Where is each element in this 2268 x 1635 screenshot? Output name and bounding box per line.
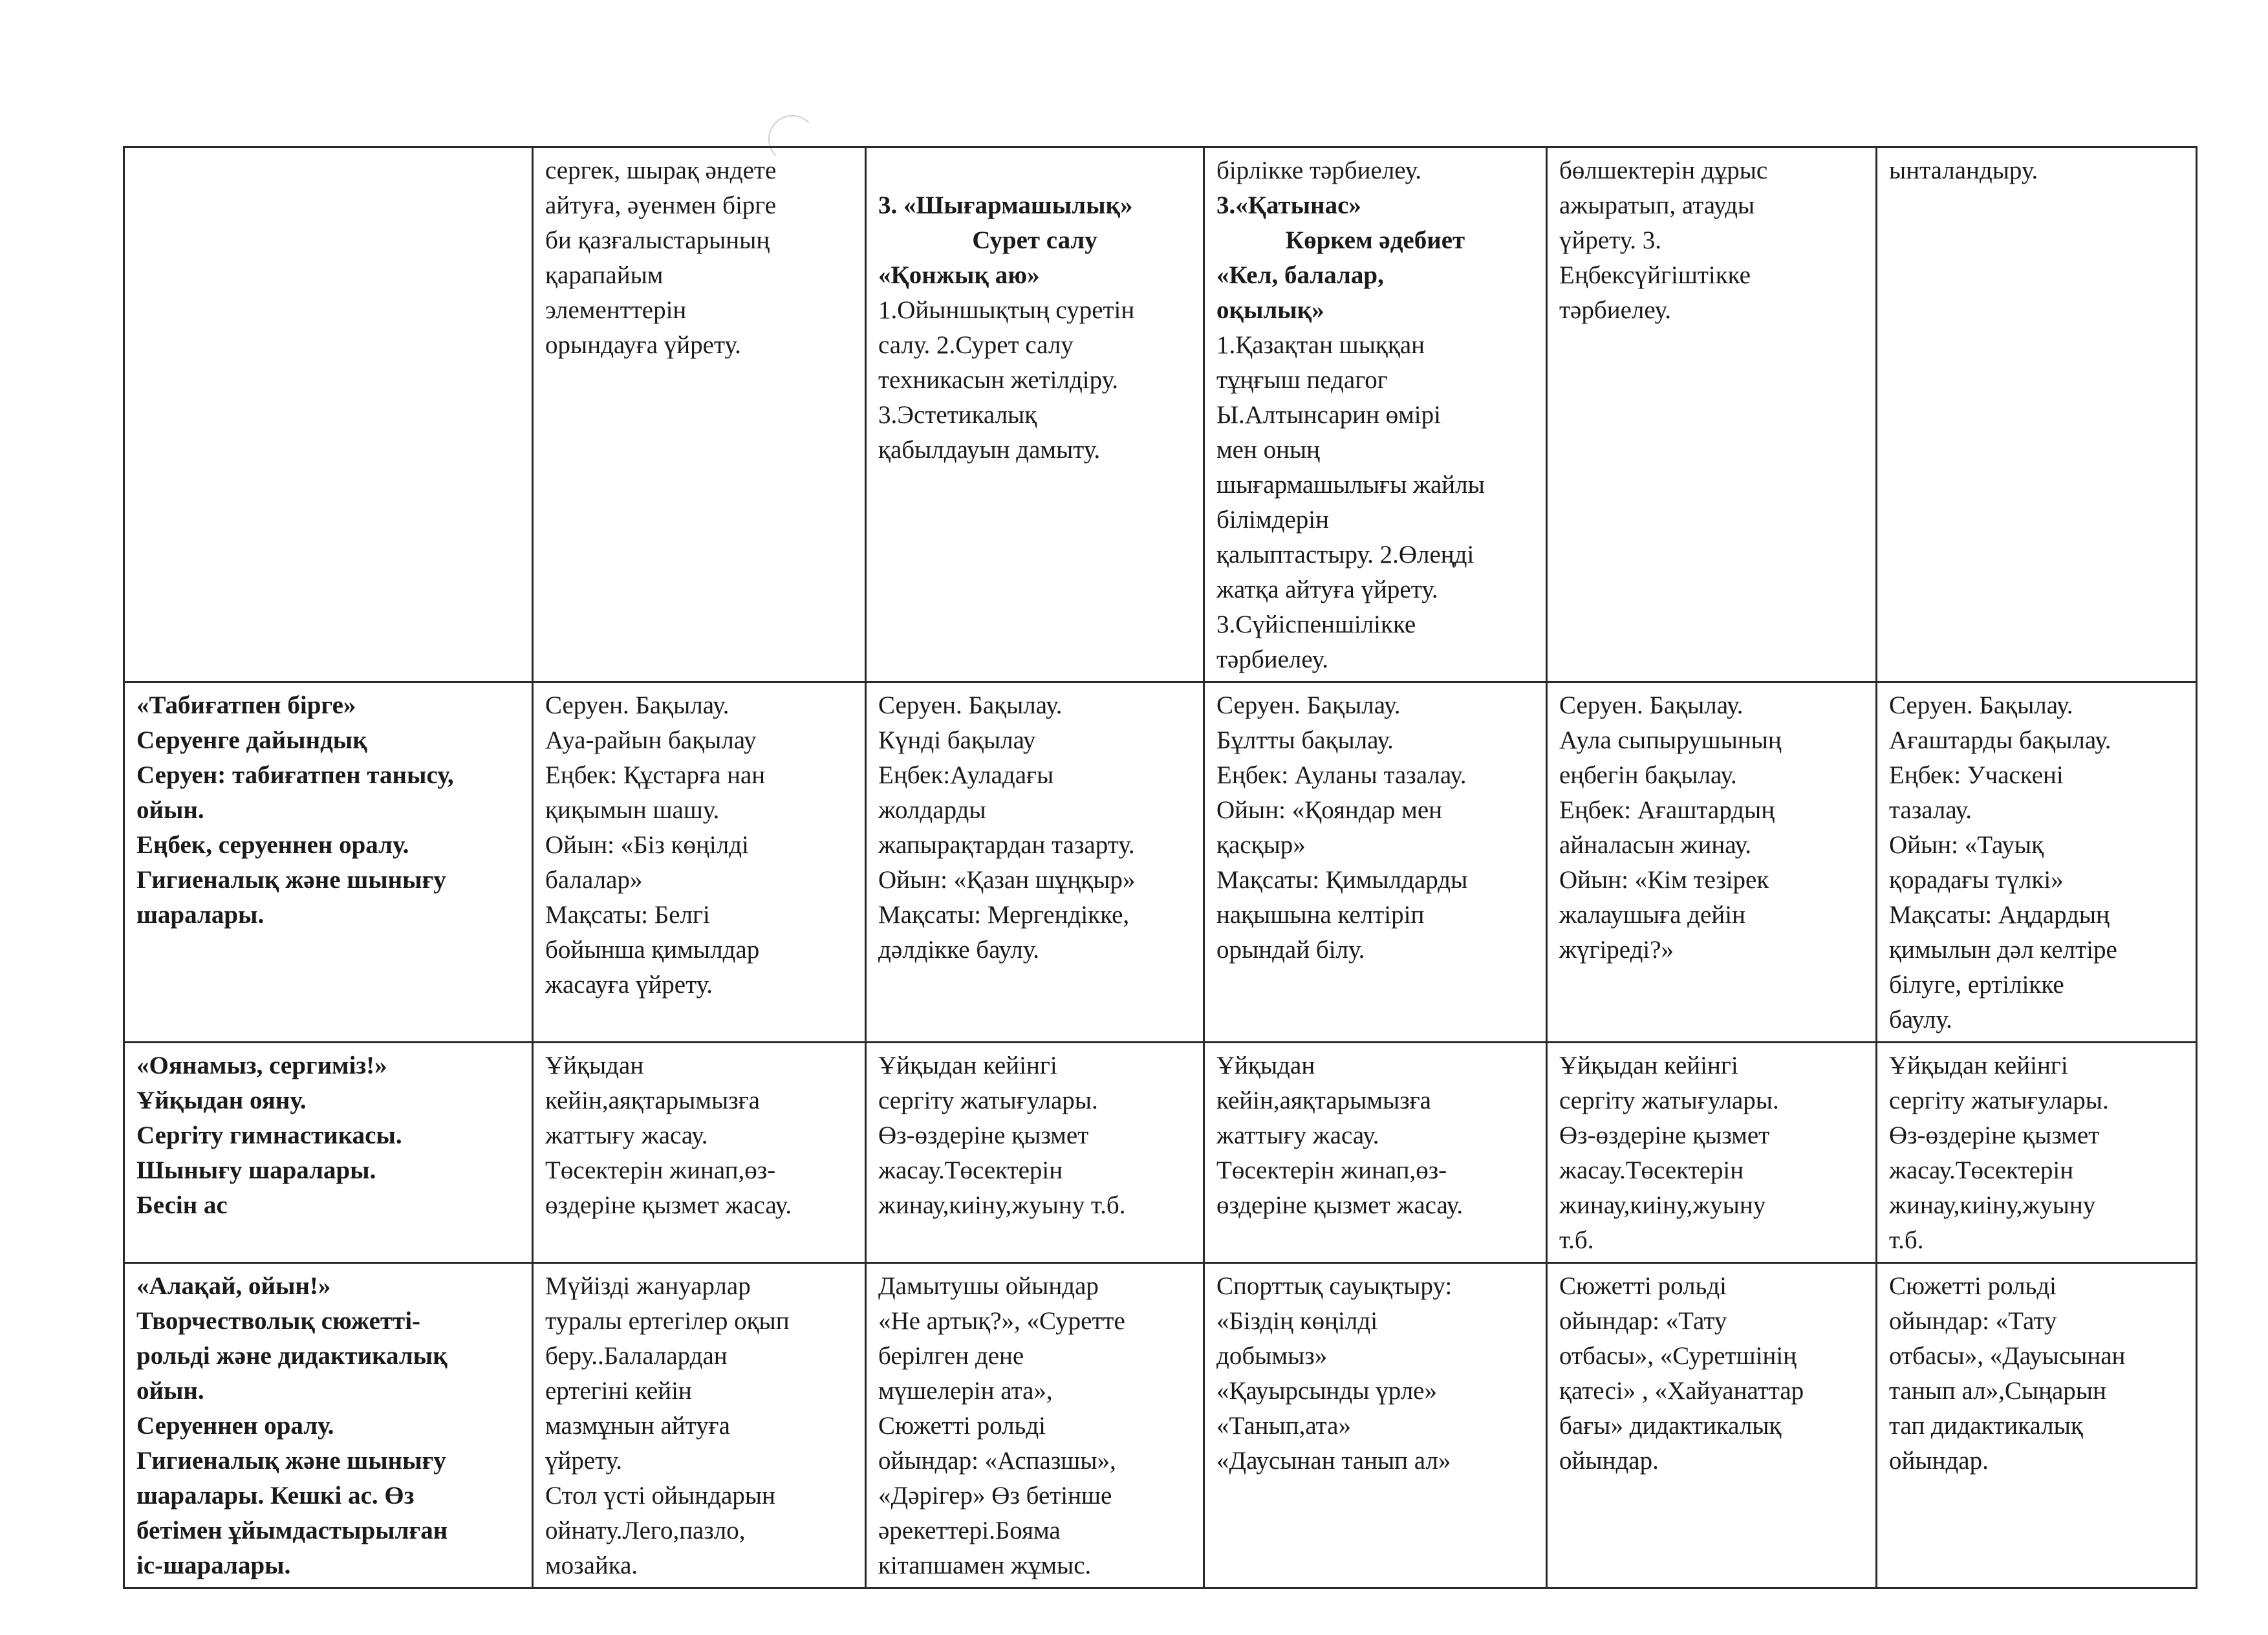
cell-line: қабылдауын дамыту. <box>878 436 1101 464</box>
cell-line: ойындар. <box>1889 1447 1989 1475</box>
day-cell <box>1204 1263 1547 1588</box>
cell-line: сергіту жатығулары. <box>1889 1087 2109 1114</box>
cell-line: Еңбек:Ауладағы <box>878 761 1054 789</box>
cell-line: кітапшамен жұмыс. <box>878 1552 1092 1579</box>
cell-line: шаралары. <box>136 901 265 929</box>
cell-line: тәрбиелеу. <box>1216 645 1329 673</box>
cell-line: Ауа-райын бақылау <box>545 726 757 754</box>
cell-line: Серуен: табиғатпен танысу, <box>136 761 454 789</box>
cell-line: тұңғыш педагог <box>1216 366 1388 394</box>
cell-line: қарапайым <box>545 261 664 289</box>
cell-line: «Танып,ата» <box>1216 1412 1351 1440</box>
cell-line: үйрету. <box>545 1447 623 1475</box>
cell-line: жинау,киіну,жуыну <box>1889 1191 2096 1219</box>
cell-line: танып ал»,Сыңарын <box>1889 1377 2106 1405</box>
cell-line: Ұйқыдан <box>1216 1052 1315 1079</box>
cell-line: жасау.Төсектерін <box>1559 1156 1744 1184</box>
day-cell <box>1547 682 1877 1043</box>
cell-line: Өз-өздеріне қызмет <box>1559 1121 1770 1149</box>
cell-line: қимылын дәл келтіре <box>1889 936 2117 964</box>
activity-cell <box>124 147 533 682</box>
cell-line: жатқа айтуға үйрету. <box>1216 576 1438 603</box>
day-cell <box>866 1043 1204 1263</box>
cell-line: бірлікке тәрбиелеу. <box>1216 157 1421 184</box>
cell-line: мен оның <box>1216 436 1321 464</box>
schedule-table <box>123 146 2198 1589</box>
cell-line: ойнату.Лего,пазло, <box>545 1517 746 1544</box>
cell-line: орындауға үйрету. <box>545 331 741 359</box>
cell-line: «Дәрігер» Өз бетінше <box>878 1482 1112 1510</box>
cell-line: еңбегін бақылау. <box>1559 761 1737 789</box>
cell-line: шығармашылығы жайлы <box>1216 471 1485 499</box>
cell-line: бағы» дидактикалық <box>1559 1412 1782 1440</box>
cell-line: 1.Ойыншықтың суретін <box>878 296 1135 324</box>
cell-line: Ағаштарды бақылау. <box>1889 726 2111 754</box>
cell-line: бөлшектерін дұрыс <box>1559 157 1768 184</box>
cell-line: Ойын: «Қояндар мен <box>1216 796 1443 824</box>
cell-line: Ойын: «Тауық <box>1889 831 2044 859</box>
cell-line: мазмұнын айтуға <box>545 1412 730 1440</box>
cell-line: Сюжетті рольді <box>1559 1272 1727 1300</box>
cell-line: бетімен ұйымдастырылған <box>136 1517 448 1544</box>
cell-line: Ұйқыдан кейінгі <box>1559 1052 1738 1079</box>
cell-line: әрекеттері.Бояма <box>878 1517 1061 1544</box>
cell-line: Төсектерін жинап,өз- <box>545 1156 776 1184</box>
cell-line: тап дидактикалық <box>1889 1412 2083 1440</box>
cell-line: би қазғалыстарының <box>545 226 770 254</box>
cell-line: отбасы», «Дауысынан <box>1889 1342 2126 1370</box>
cell-line: Ұйқыдан <box>545 1052 644 1079</box>
cell-line: «Қауырсынды үрле» <box>1216 1377 1437 1405</box>
cell-line: жинау,киіну,жуыну <box>1559 1191 1766 1219</box>
cell-line: Ы.Алтынсарин өмірі <box>1216 401 1441 429</box>
cell-line: ойындар: «Аспазшы», <box>878 1447 1116 1475</box>
day-cell <box>1877 682 2197 1043</box>
day-cell <box>1547 147 1877 682</box>
cell-line: Еңбек: Құстарға нан <box>545 761 766 789</box>
cell-line: «Даусынан танып ал» <box>1216 1447 1451 1475</box>
cell-line: т.б. <box>1559 1226 1594 1254</box>
cell-line: іс-шаралары. <box>136 1552 291 1579</box>
cell-line: Ойын: «Қазан шұңқыр» <box>878 866 1136 894</box>
row-continuation <box>124 147 2197 682</box>
cell-line: Өз-өздеріне қызмет <box>1889 1121 2100 1149</box>
cell-line: Серуен. Бақылау. <box>545 691 729 719</box>
cell-line: ойындар. <box>1559 1447 1659 1475</box>
cell-line: білімдерін <box>1216 506 1330 534</box>
cell-line: Шынығу шаралары. <box>136 1156 376 1184</box>
activity-cell <box>124 1043 533 1263</box>
cell-line: Мақсаты: Мергендікке, <box>878 901 1130 929</box>
cell-line: Серуен. Бақылау. <box>1216 691 1401 719</box>
cell-line: сергек, шырақ әндете <box>545 157 777 184</box>
cell-line: «Табиғатпен бірге» <box>136 691 356 719</box>
cell-line: қорадағы түлкі» <box>1889 866 2064 894</box>
row-wake-up <box>124 1043 2197 1263</box>
cell-line: отбасы», «Суретшінің <box>1559 1342 1797 1370</box>
cell-line: Сюжетті рольді <box>1889 1272 2057 1300</box>
cell-line: Мақсаты: Аңдардың <box>1889 901 2110 929</box>
cell-line: элементтерін <box>545 296 687 324</box>
cell-line: техникасын жетілдіру. <box>878 366 1118 394</box>
cell-line: салу. 2.Сурет салу <box>878 331 1074 359</box>
cell-line: жасауға үйрету. <box>545 971 713 999</box>
day-cell <box>1547 1043 1877 1263</box>
activity-cell <box>124 1263 533 1588</box>
cell-line: Ұйқыдан кейінгі <box>1889 1052 2068 1079</box>
day-cell <box>866 147 1204 682</box>
day-cell <box>1877 147 2197 682</box>
cell-line: қасқыр» <box>1216 831 1306 859</box>
cell-line: жасау.Төсектерін <box>1889 1156 2074 1184</box>
cell-line: Еңбек, серуеннен оралу. <box>136 831 409 859</box>
cell-line: 1.Қазақтан шыққан <box>1216 331 1425 359</box>
cell-line: сергіту жатығулары. <box>878 1087 1098 1114</box>
cell-line: Дамытушы ойындар <box>878 1272 1099 1300</box>
cell-line: Гигиеналық және шынығу <box>136 866 446 894</box>
cell-line: 3.«Қатынас» <box>1216 191 1361 219</box>
cell-line: туралы ертегілер оқып <box>545 1307 790 1335</box>
row-walk <box>124 682 2197 1043</box>
cell-line: Ұйқыдан ояну. <box>136 1087 307 1114</box>
cell-line: Төсектерін жинап,өз- <box>1216 1156 1447 1184</box>
day-cell <box>1877 1043 2197 1263</box>
cell-line: Еңбек: Учаскені <box>1889 761 2064 789</box>
cell-line: ынталандыру. <box>1889 157 2038 184</box>
cell-line: Бұлтты бақылау. <box>1216 726 1394 754</box>
cell-line: Сюжетті рольді <box>878 1412 1046 1440</box>
cell-line: Гигиеналық және шынығу <box>136 1447 446 1475</box>
cell-line: Серуен. Бақылау. <box>1559 691 1744 719</box>
cell-line: ойын. <box>136 796 204 824</box>
cell-line: Серуенге дайындық <box>136 726 367 754</box>
cell-line: Еңбек: Ауланы тазалау. <box>1216 761 1467 789</box>
cell-line: ойындар: «Тату <box>1559 1307 1727 1335</box>
cell-line: Стол үсті ойындарын <box>545 1482 775 1510</box>
cell-line: Аула сыпырушының <box>1559 726 1782 754</box>
cell-line: нақышына келтіріп <box>1216 901 1425 929</box>
cell-line: Сурет салу <box>972 226 1097 254</box>
cell-line: добымыз» <box>1216 1342 1328 1370</box>
day-cell <box>1204 1043 1547 1263</box>
cell-line: шаралары. Кешкі ас. Өз <box>136 1482 415 1510</box>
cell-line: жаттығу жасау. <box>1216 1121 1379 1149</box>
cell-line: жалаушыға дейін <box>1559 901 1745 929</box>
cell-line: Сергіту гимнастикасы. <box>136 1121 402 1149</box>
cell-line: 3.Сүйіспеншілікке <box>1216 611 1416 638</box>
day-cell <box>1204 147 1547 682</box>
cell-line: Еңбексүйгіштікке <box>1559 261 1751 289</box>
cell-line: ойындар: «Тату <box>1889 1307 2057 1335</box>
day-cell <box>1877 1263 2197 1588</box>
activity-cell <box>124 682 533 1043</box>
cell-line: «Кел, балалар, <box>1216 261 1384 289</box>
cell-line: Бесін ас <box>136 1191 228 1219</box>
cell-line: бойынша қимылдар <box>545 936 760 964</box>
cell-line: кейін,аяқтарымызға <box>545 1087 760 1114</box>
cell-line: қатесі» , «Хайуанаттар <box>1559 1377 1804 1405</box>
cell-line: Ойын: «Кім тезірек <box>1559 866 1769 894</box>
cell-line: ажыратып, атауды <box>1559 191 1755 219</box>
cell-line: балалар» <box>545 866 643 894</box>
cell-line: баулу. <box>1889 1006 1952 1034</box>
cell-line: Өз-өздеріне қызмет <box>878 1121 1089 1149</box>
cell-line: Спорттық сауықтыру: <box>1216 1272 1453 1300</box>
cell-line: оқылық» <box>1216 296 1324 324</box>
cell-line: тазалау. <box>1889 796 1972 824</box>
cell-line: қалыптастыру. 2.Өлеңді <box>1216 541 1474 568</box>
cell-line: үйрету. 3. <box>1559 226 1662 254</box>
cell-line: Мүйізді жануарлар <box>545 1272 751 1300</box>
row-play <box>124 1263 2197 1588</box>
cell-line: қиқымын шашу. <box>545 796 720 824</box>
cell-line: рольді және дидактикалық <box>136 1342 448 1370</box>
day-cell <box>533 682 866 1043</box>
day-cell <box>533 147 866 682</box>
cell-line: айналасын жинау. <box>1559 831 1751 859</box>
cell-line: Серуен. Бақылау. <box>878 691 1063 719</box>
cell-line: жинау,киіну,жуыну т.б. <box>878 1191 1126 1219</box>
cell-line: Мақсаты: Белгі <box>545 901 710 929</box>
cell-line: жаттығу жасау. <box>545 1121 708 1149</box>
cell-line: жапырақтардан тазарту. <box>878 831 1135 859</box>
cell-line: «Оянамыз, сергиміз!» <box>136 1052 387 1079</box>
day-cell <box>1204 682 1547 1043</box>
cell-line: Творчестволық сюжетті- <box>136 1307 421 1335</box>
cell-line: мүшелерін ата», <box>878 1377 1053 1405</box>
cell-line: «Алақай, ойын!» <box>136 1272 331 1300</box>
cell-line: «Қонжық аю» <box>878 261 1040 289</box>
cell-line: өздеріне қызмет жасау. <box>545 1191 792 1219</box>
cell-line: берілген дене <box>878 1342 1024 1370</box>
cell-line: 3. «Шығармашылық» <box>878 191 1133 219</box>
cell-line: «Біздің көңілді <box>1216 1307 1378 1335</box>
cell-line: өздеріне қызмет жасау. <box>1216 1191 1463 1219</box>
cell-line: тәрбиелеу. <box>1559 296 1672 324</box>
day-cell <box>533 1043 866 1263</box>
day-cell <box>533 1263 866 1588</box>
cell-line: білуге, ертілікке <box>1889 971 2064 999</box>
cell-line: орындай білу. <box>1216 936 1365 964</box>
cell-line: жолдарды <box>878 796 986 824</box>
cell-line: беру..Балалардан <box>545 1342 728 1370</box>
cell-line: Ұйқыдан кейінгі <box>878 1052 1057 1079</box>
cell-line: сергіту жатығулары. <box>1559 1087 1779 1114</box>
day-cell <box>1547 1263 1877 1588</box>
cell-line: жасау.Төсектерін <box>878 1156 1063 1184</box>
cell-line: «Не артық?», «Суретте <box>878 1307 1125 1335</box>
cell-line: Ойын: «Біз көңілді <box>545 831 749 859</box>
cell-line: т.б. <box>1889 1226 1924 1254</box>
cell-line: Көркем әдебиет <box>1285 226 1465 254</box>
cell-line: Күнді бақылау <box>878 726 1036 754</box>
cell-line <box>878 153 1191 188</box>
cell-line: Мақсаты: Қимылдарды <box>1216 866 1468 894</box>
cell-line: дәлдікке баулу. <box>878 936 1040 964</box>
cell-line: кейін,аяқтарымызға <box>1216 1087 1431 1114</box>
cell-line: Еңбек: Ағаштардың <box>1559 796 1775 824</box>
cell-line: Серуеннен оралу. <box>136 1412 334 1440</box>
cell-line: Серуен. Бақылау. <box>1889 691 2073 719</box>
cell-line: айтуға, әуенмен бірге <box>545 191 777 219</box>
cell-line: мозайка. <box>545 1552 638 1579</box>
day-cell <box>866 1263 1204 1588</box>
cell-line: 3.Эстетикалық <box>878 401 1037 429</box>
cell-line: ойын. <box>136 1377 204 1405</box>
day-cell <box>866 682 1204 1043</box>
cell-line: жүгіреді?» <box>1559 936 1674 964</box>
cell-line: ертегіні кейін <box>545 1377 692 1405</box>
